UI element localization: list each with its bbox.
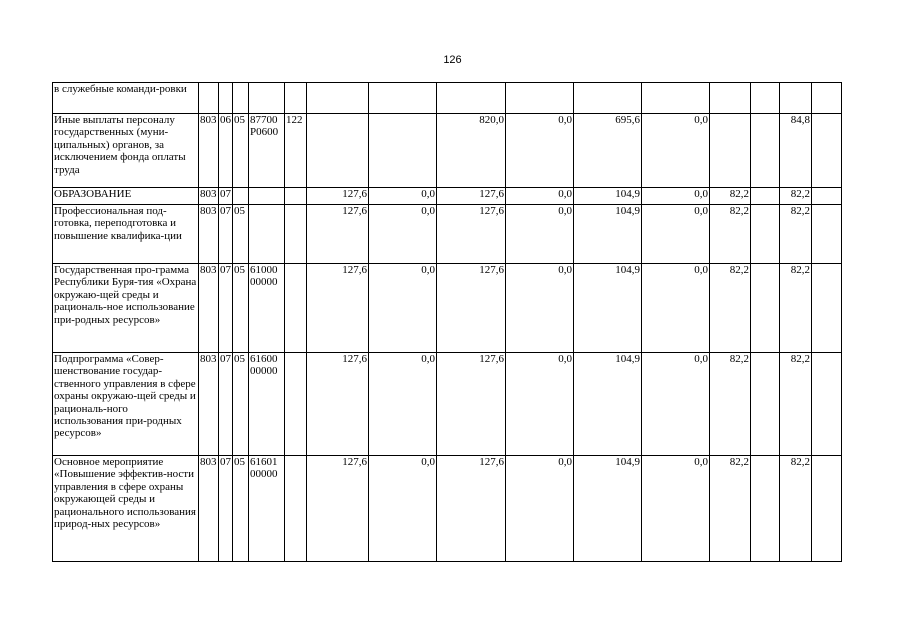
cell-rz: 07 bbox=[219, 264, 233, 353]
cell-pr: 05 bbox=[233, 264, 249, 353]
cell-v10 bbox=[812, 83, 842, 114]
cell-v8 bbox=[751, 188, 780, 205]
cell-v7: 82,2 bbox=[710, 188, 751, 205]
cell-v5: 104,9 bbox=[574, 456, 642, 562]
cell-v6: 0,0 bbox=[642, 205, 710, 264]
cell-v3: 127,6 bbox=[437, 205, 506, 264]
cell-v7: 82,2 bbox=[710, 205, 751, 264]
cell-gr: 803 bbox=[199, 114, 219, 188]
cell-name: Основное мероприятие «Повышение эффектив-ности управления в сфере охраны окружающей среды и рационального использования природ-ных ресурсов» bbox=[53, 456, 199, 562]
cell-v9: 84,8 bbox=[780, 114, 812, 188]
cell-pr: 05 bbox=[233, 205, 249, 264]
cell-v5: 104,9 bbox=[574, 353, 642, 456]
cell-v10 bbox=[812, 114, 842, 188]
cell-gr: 803 bbox=[199, 264, 219, 353]
cell-v1: 127,6 bbox=[307, 188, 369, 205]
cell-vr bbox=[285, 83, 307, 114]
table-row bbox=[53, 114, 842, 188]
cell-v8 bbox=[751, 114, 780, 188]
cell-name: Государственная про-грамма Республики Буря-тия «Охрана окружаю-щей среды и рациональ-ное использование при-родных ресурсов» bbox=[53, 264, 199, 353]
cell-v9: 82,2 bbox=[780, 264, 812, 353]
cell-v4: 0,0 bbox=[506, 205, 574, 264]
cell-v4: 0,0 bbox=[506, 114, 574, 188]
budget-table bbox=[52, 82, 842, 562]
cell-v2: 0,0 bbox=[369, 264, 437, 353]
cell-v5: 104,9 bbox=[574, 205, 642, 264]
cell-rz: 07 bbox=[219, 205, 233, 264]
cell-v5: 104,9 bbox=[574, 264, 642, 353]
cell-v3: 127,6 bbox=[437, 188, 506, 205]
cell-v3: 820,0 bbox=[437, 114, 506, 188]
cell-v2: 0,0 bbox=[369, 188, 437, 205]
table-row bbox=[53, 353, 842, 456]
cell-v10 bbox=[812, 456, 842, 562]
table-row bbox=[53, 264, 842, 353]
cell-gr bbox=[199, 83, 219, 114]
cell-v1: 127,6 bbox=[307, 264, 369, 353]
cell-pr: 05 bbox=[233, 353, 249, 456]
cell-vr bbox=[285, 264, 307, 353]
cell-v7: 82,2 bbox=[710, 264, 751, 353]
cell-v1: 127,6 bbox=[307, 353, 369, 456]
cell-v9 bbox=[780, 83, 812, 114]
cell-v6: 0,0 bbox=[642, 353, 710, 456]
cell-vr bbox=[285, 188, 307, 205]
cell-name: Профессиональная под-готовка, переподготовка и повышение квалифика-ции bbox=[53, 205, 199, 264]
cell-v10 bbox=[812, 205, 842, 264]
cell-v10 bbox=[812, 264, 842, 353]
cell-v1: 127,6 bbox=[307, 205, 369, 264]
cell-cs: 87700 Р0600 bbox=[249, 114, 285, 188]
cell-cs bbox=[249, 83, 285, 114]
cell-v2: 0,0 bbox=[369, 205, 437, 264]
cell-v9: 82,2 bbox=[780, 188, 812, 205]
cell-cs bbox=[249, 205, 285, 264]
cell-vr: 122 bbox=[285, 114, 307, 188]
cell-rz: 07 bbox=[219, 188, 233, 205]
cell-v6: 0,0 bbox=[642, 456, 710, 562]
cell-v9: 82,2 bbox=[780, 205, 812, 264]
cell-v4: 0,0 bbox=[506, 353, 574, 456]
cell-v9: 82,2 bbox=[780, 353, 812, 456]
cell-gr: 803 bbox=[199, 353, 219, 456]
cell-v3 bbox=[437, 83, 506, 114]
cell-pr bbox=[233, 188, 249, 205]
cell-v8 bbox=[751, 456, 780, 562]
cell-v7: 82,2 bbox=[710, 456, 751, 562]
cell-pr bbox=[233, 83, 249, 114]
cell-cs: 61601 00000 bbox=[249, 456, 285, 562]
table-row bbox=[53, 188, 842, 205]
cell-v1 bbox=[307, 114, 369, 188]
cell-name: ОБРАЗОВАНИЕ bbox=[53, 188, 199, 205]
cell-name: в служебные команди-ровки bbox=[53, 83, 199, 114]
cell-cs: 61000 00000 bbox=[249, 264, 285, 353]
cell-v4 bbox=[506, 83, 574, 114]
cell-rz: 07 bbox=[219, 456, 233, 562]
cell-v5: 104,9 bbox=[574, 188, 642, 205]
table-row bbox=[53, 83, 842, 114]
cell-v6: 0,0 bbox=[642, 264, 710, 353]
cell-v3: 127,6 bbox=[437, 353, 506, 456]
cell-rz bbox=[219, 83, 233, 114]
cell-v4: 0,0 bbox=[506, 264, 574, 353]
cell-gr: 803 bbox=[199, 205, 219, 264]
page-number: 126 bbox=[443, 54, 462, 66]
table-body bbox=[53, 83, 842, 562]
cell-v6: 0,0 bbox=[642, 188, 710, 205]
cell-v5: 695,6 bbox=[574, 114, 642, 188]
cell-vr bbox=[285, 205, 307, 264]
cell-v6: 0,0 bbox=[642, 114, 710, 188]
cell-v7: 82,2 bbox=[710, 353, 751, 456]
cell-name: Иные выплаты персоналу государственных (муни-ципальных) органов, за исключением фонда оплаты труда bbox=[53, 114, 199, 188]
cell-v2 bbox=[369, 114, 437, 188]
cell-v9: 82,2 bbox=[780, 456, 812, 562]
table-row bbox=[53, 456, 842, 562]
cell-vr bbox=[285, 456, 307, 562]
cell-v10 bbox=[812, 188, 842, 205]
cell-v5 bbox=[574, 83, 642, 114]
cell-v4: 0,0 bbox=[506, 188, 574, 205]
cell-rz: 06 bbox=[219, 114, 233, 188]
cell-v3: 127,6 bbox=[437, 456, 506, 562]
cell-cs: 61600 00000 bbox=[249, 353, 285, 456]
cell-v2 bbox=[369, 83, 437, 114]
cell-v2: 0,0 bbox=[369, 456, 437, 562]
cell-v7 bbox=[710, 114, 751, 188]
cell-pr: 05 bbox=[233, 114, 249, 188]
cell-cs bbox=[249, 188, 285, 205]
cell-v4: 0,0 bbox=[506, 456, 574, 562]
cell-pr: 05 bbox=[233, 456, 249, 562]
table-row bbox=[53, 205, 842, 264]
cell-vr bbox=[285, 353, 307, 456]
cell-gr: 803 bbox=[199, 188, 219, 205]
cell-v6 bbox=[642, 83, 710, 114]
cell-gr: 803 bbox=[199, 456, 219, 562]
cell-v8 bbox=[751, 83, 780, 114]
cell-rz: 07 bbox=[219, 353, 233, 456]
cell-v3: 127,6 bbox=[437, 264, 506, 353]
cell-v10 bbox=[812, 353, 842, 456]
cell-v8 bbox=[751, 205, 780, 264]
cell-v8 bbox=[751, 353, 780, 456]
cell-v1 bbox=[307, 83, 369, 114]
cell-v1: 127,6 bbox=[307, 456, 369, 562]
cell-v2: 0,0 bbox=[369, 353, 437, 456]
cell-name: Подпрограмма «Совер-шенствование государ-ственного управления в сфере охраны окружаю-щей среды и рациональ-ного использования при-родных ресурсов» bbox=[53, 353, 199, 456]
cell-v7 bbox=[710, 83, 751, 114]
cell-v8 bbox=[751, 264, 780, 353]
